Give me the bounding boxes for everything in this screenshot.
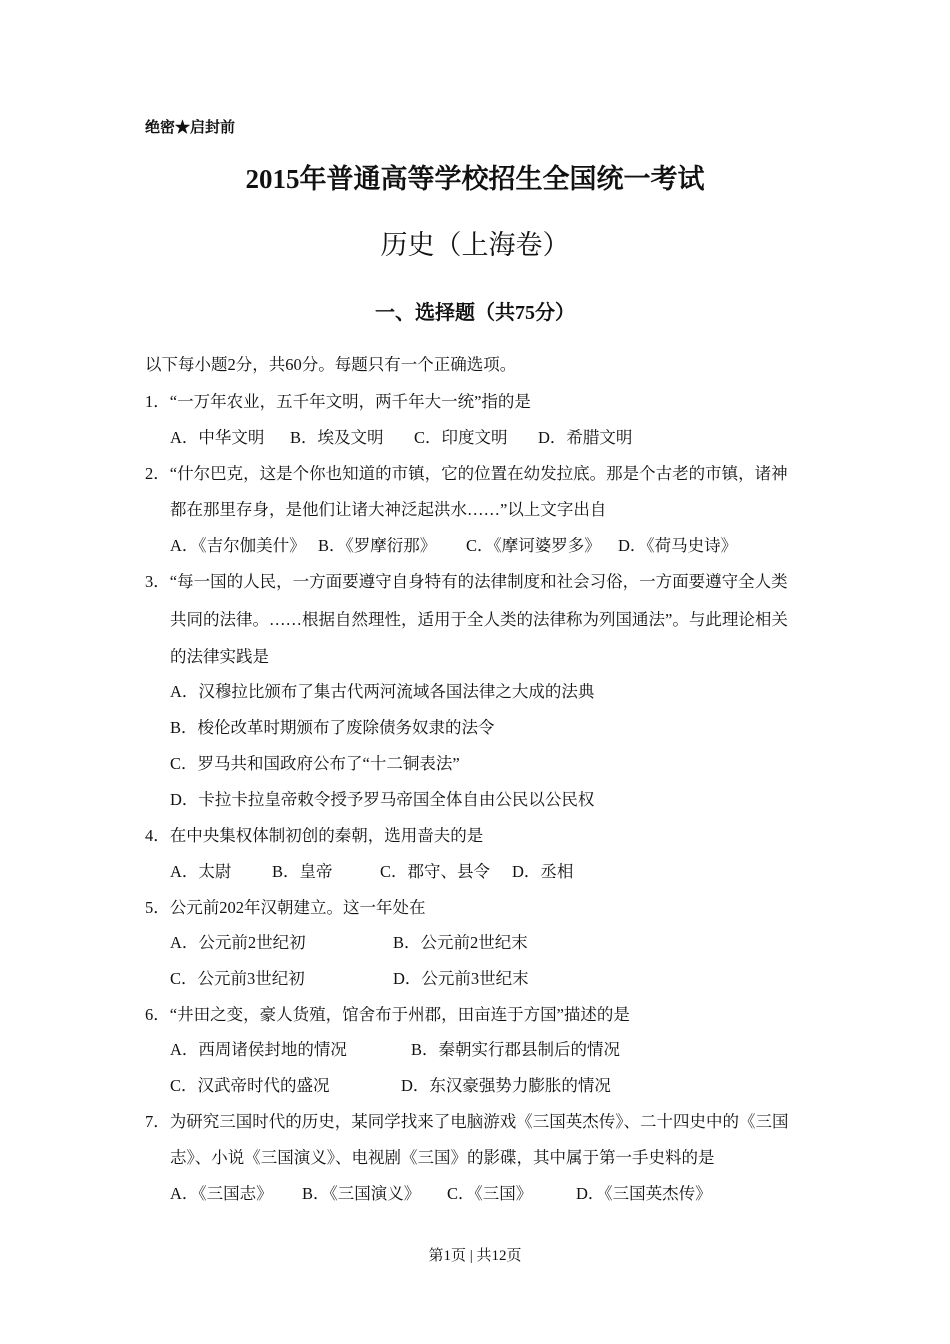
question-1: 1．“一万年农业，五千年文明，两千年大一统”指的是: [145, 392, 531, 411]
page-footer: 第1页 | 共12页: [428, 1248, 522, 1264]
option: C．汉武帝时代的盛况: [170, 1076, 330, 1095]
option: A．公元前2世纪初: [170, 933, 306, 952]
option: C．印度文明: [414, 428, 508, 447]
question-6: 6．“井田之变，豪人货殖，馆舍布于州郡，田亩连于方国”描述的是: [145, 1005, 630, 1024]
question-4: 4．在中央集权体制初创的秦朝，选用啬夫的是: [145, 826, 484, 845]
option: B．梭伦改革时期颁布了废除债务奴隶的法令: [170, 718, 495, 737]
question-7: 7．为研究三国时代的历史，某同学找来了电脑游戏《三国英杰传》、二十四史中的《三国: [145, 1112, 789, 1131]
option: A．《三国志》: [170, 1184, 273, 1203]
question-2-cont: 都在那里存身，是他们让诸大神泛起洪水……”以上文字出自: [170, 500, 607, 519]
option: A．西周诸侯封地的情况: [170, 1040, 347, 1059]
option: D．卡拉卡拉皇帝敕令授予罗马帝国全体自由公民以公民权: [170, 790, 595, 809]
option: D．丞相: [512, 862, 574, 881]
option: D．公元前3世纪末: [393, 969, 529, 988]
option: C．公元前3世纪初: [170, 969, 305, 988]
option: C．罗马共和国政府公布了“十二铜表法”: [170, 754, 460, 773]
option: A．中华文明: [170, 428, 265, 447]
question-3: 3．“每一国的人民，一方面要遵守自身特有的法律制度和社会习俗，一方面要遵守全人类: [145, 572, 788, 591]
question-3-cont: 共同的法律。……根据自然理性，适用于全人类的法律称为列国通法”。与此理论相关: [170, 610, 788, 629]
instructions: 以下每小题2分，共60分。每题只有一个正确选项。: [145, 355, 517, 374]
exam-subtitle: 历史（上海卷）: [380, 230, 570, 260]
option: C．郡守、县令: [380, 862, 491, 881]
option: C．《摩诃婆罗多》: [466, 536, 601, 555]
option: B．《罗摩衍那》: [318, 536, 437, 555]
section-heading: 一、选择题（共75分）: [375, 302, 575, 324]
option: B．秦朝实行郡县制后的情况: [411, 1040, 621, 1059]
question-7-cont: 志》、小说《三国演义》、电视剧《三国》的影碟，其中属于第一手史料的是: [170, 1148, 715, 1167]
option: D．希腊文明: [538, 428, 633, 447]
exam-title: 2015年普通高等学校招生全国统一考试: [245, 164, 705, 194]
question-2: 2．“什尔巴克，这是个你也知道的市镇，它的位置在幼发拉底。那是个古老的市镇，诸神: [145, 464, 788, 483]
option: B．《三国演义》: [302, 1184, 421, 1203]
question-3-cont: 的法律实践是: [170, 647, 269, 666]
option: C．《三国》: [447, 1184, 533, 1203]
option: A．汉穆拉比颁布了集古代两河流域各国法律之大成的法典: [170, 682, 595, 701]
option: A．太尉: [170, 862, 232, 881]
option: D．东汉豪强势力膨胀的情况: [401, 1076, 611, 1095]
option: B．公元前2世纪末: [393, 933, 528, 952]
option: A．《吉尔伽美什》: [170, 536, 306, 555]
question-5: 5．公元前202年汉朝建立。这一年处在: [145, 898, 426, 917]
option: D．《荷马史诗》: [618, 536, 738, 555]
option: B．皇帝: [272, 862, 333, 881]
option: D．《三国英杰传》: [576, 1184, 712, 1203]
option: B．埃及文明: [290, 428, 384, 447]
confidential-label: 绝密★启封前: [145, 120, 236, 136]
